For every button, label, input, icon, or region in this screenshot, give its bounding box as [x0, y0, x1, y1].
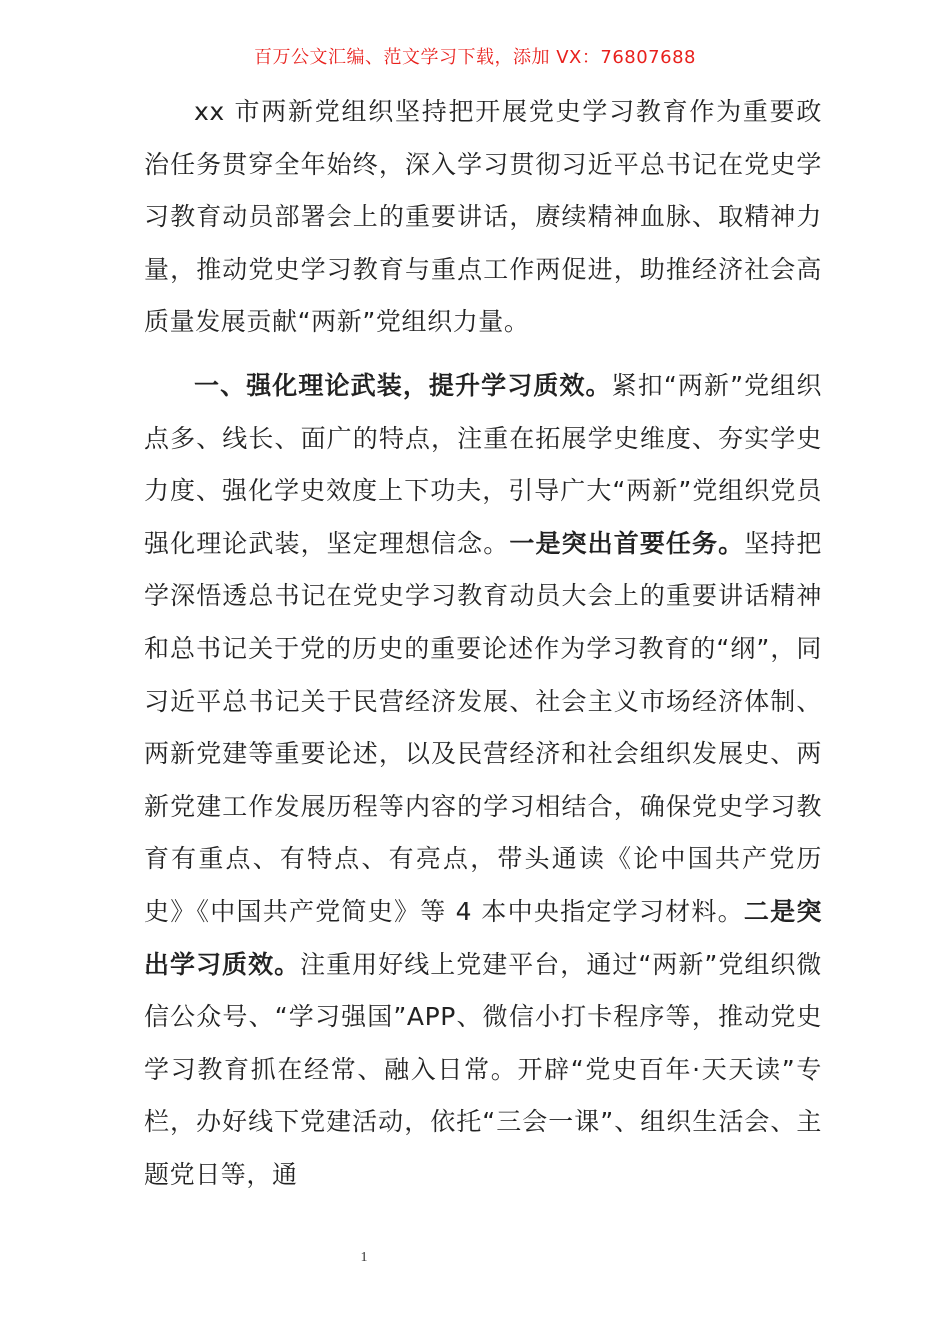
- section-1-text-a: 紧扣“两新”党组织点多、线长、面广的特点，注重在拓展学史维度、夯实学史力度、强化学史效度上下功夫，引导广大“两新”党组织党员强化理论武装，坚定理想信念。: [144, 370, 822, 558]
- header-promo-text: 百万公文汇编、范文学习下载，添加 VX：76807688: [254, 47, 696, 68]
- point-2-heading: 二是突出学习质效。: [144, 896, 822, 979]
- section-1-heading: 一、强化理论武装，提升学习质效。: [194, 370, 612, 400]
- section-1-paragraph: [144, 360, 822, 1202]
- section-1-text-c: 注重用好线上党建平台，通过“两新”党组织微信公众号、“学习强国”APP、微信小打卡程序等，推动党史学习教育抓在经常、融入日常。开辟“党史百年·天天读”专栏，办好线下党建活动，依托“三会一课”、组织生活会、主题党日等，通: [144, 949, 822, 1189]
- document-body: [144, 86, 822, 1201]
- point-1-heading: 一是突出首要任务。: [509, 528, 745, 558]
- section-1-text-b: 坚持把学深悟透总书记在党史学习教育动员大会上的重要讲话精神和总书记关于党的历史的重要论述作为学习教育的“纲”，同习近平总书记关于民营经济发展、社会主义市场经济体制、两新党建等重要论述，以及民营经济和社会组织发展史、两新党建工作发展历程等内容的学习相结合，确保党史学习教育有重点、有特点、有亮点，带头通读《论中国共产党历史》《中国共产党简史》等 4 本中央指定学习材料。: [144, 528, 822, 926]
- intro-paragraph: xx 市两新党组织坚持把开展党史学习教育作为重要政治任务贯穿全年始终，深入学习贯彻习近平总书记在党史学习教育动员部署会上的重要讲话，赓续精神血脉、取精神力量，推动党史学习教育与重点工作两促进，助推经济社会高质量发展贡献“两新”党组织力量。: [144, 97, 822, 337]
- page-number: 1: [360, 1250, 368, 1265]
